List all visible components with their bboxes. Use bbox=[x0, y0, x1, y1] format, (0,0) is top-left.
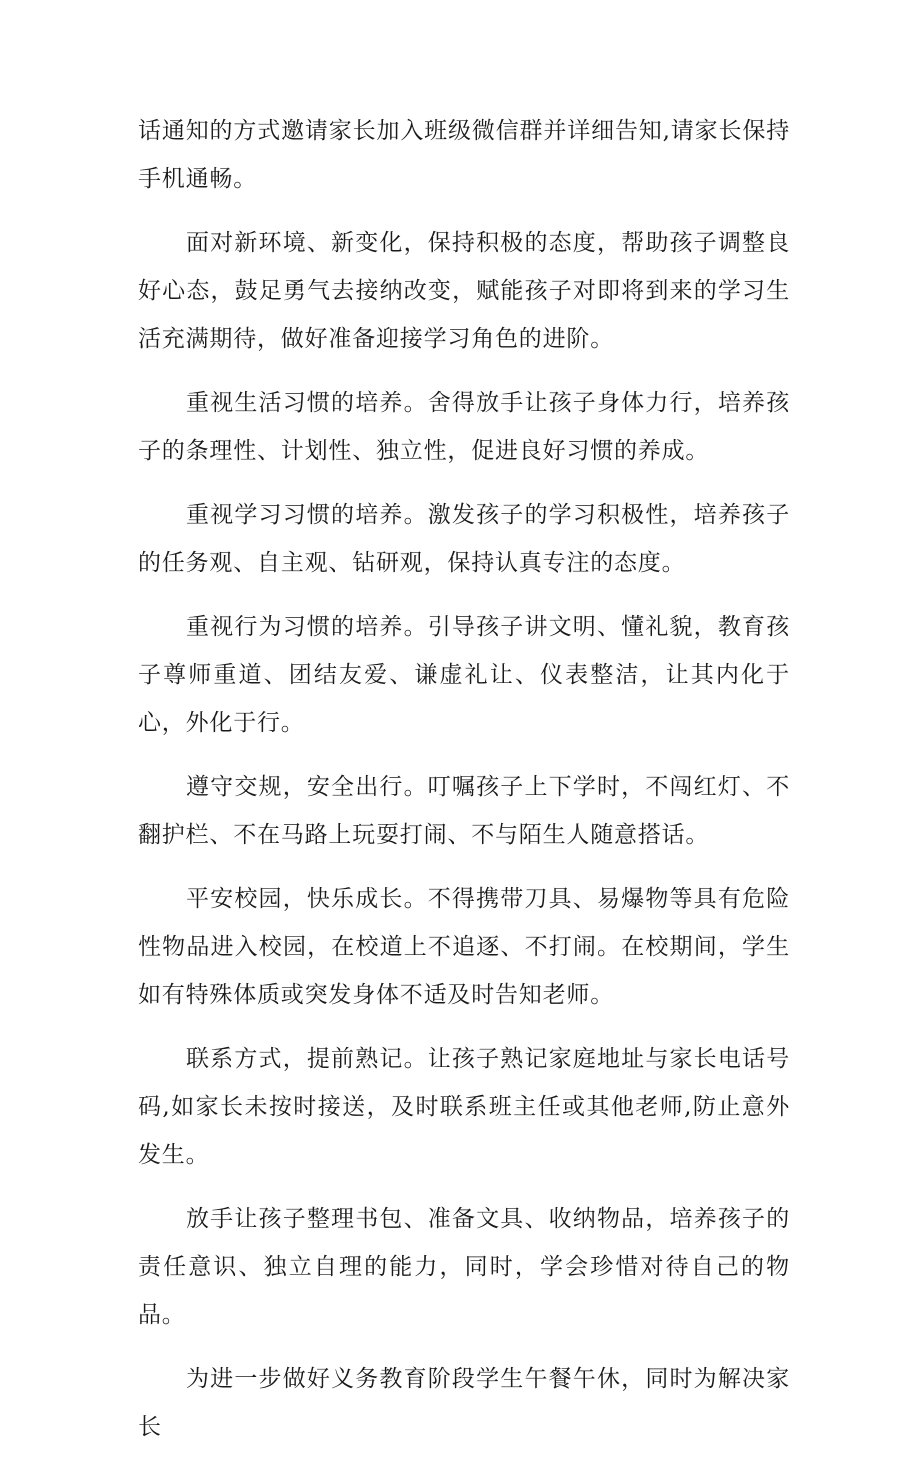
document-body bbox=[138, 107, 790, 1467]
paragraph-life-habits: 重视生活习惯的培养。舍得放手让孩子身体力行，培养孩子的条理性、计划性、独立性，促进良好习惯的养成。 bbox=[138, 390, 790, 464]
paragraph-self-care: 放手让孩子整理书包、准备文具、收纳物品，培养孩子的责任意识、独立自理的能力，同时，学会珍惜对待自己的物品。 bbox=[138, 1206, 790, 1328]
paragraph-continuation: 话通知的方式邀请家长加入班级微信群并详细告知,请家长保持手机通畅。 bbox=[138, 118, 790, 192]
paragraph-lunch-break: 为进一步做好义务教育阶段学生午餐午休，同时为解决家长 bbox=[138, 1366, 790, 1440]
paragraph-campus-safety: 平安校园，快乐成长。不得携带刀具、易爆物等具有危险性物品进入校园，在校道上不追逐、不打闹。在校期间，学生如有特殊体质或突发身体不适及时告知老师。 bbox=[138, 886, 790, 1008]
paragraph-behavior-habits: 重视行为习惯的培养。引导孩子讲文明、懂礼貌，教育孩子尊师重道、团结友爱、谦虚礼让、仪表整洁，让其内化于心，外化于行。 bbox=[138, 614, 790, 736]
paragraph-mindset: 面对新环境、新变化，保持积极的态度，帮助孩子调整良好心态，鼓足勇气去接纳改变，赋能孩子对即将到来的学习生活充满期待，做好准备迎接学习角色的进阶。 bbox=[138, 230, 790, 352]
paragraph-traffic-safety: 遵守交规，安全出行。叮嘱孩子上下学时，不闯红灯、不翻护栏、不在马路上玩耍打闹、不与陌生人随意搭话。 bbox=[138, 774, 790, 848]
paragraph-contact-info: 联系方式，提前熟记。让孩子熟记家庭地址与家长电话号码,如家长未按时接送，及时联系班主任或其他老师,防止意外发生。 bbox=[138, 1046, 790, 1168]
paragraph-study-habits: 重视学习习惯的培养。激发孩子的学习积极性，培养孩子的任务观、自主观、钻研观，保持认真专注的态度。 bbox=[138, 502, 790, 576]
